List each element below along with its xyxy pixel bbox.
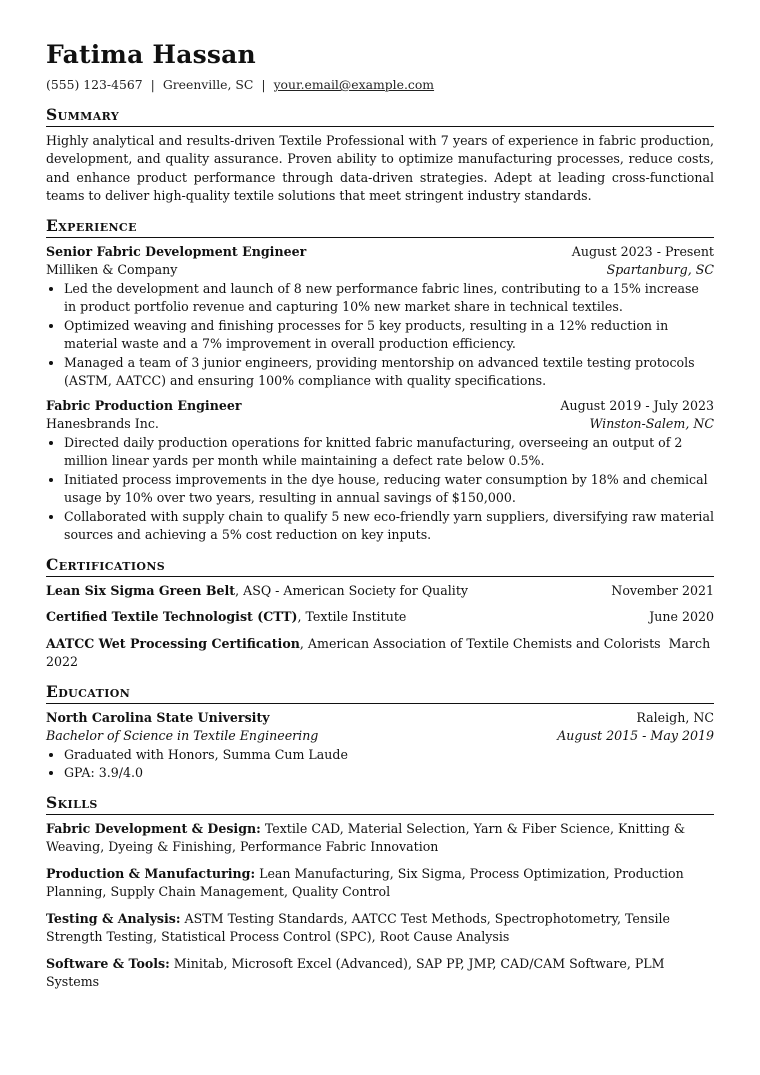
job-location: Winston-Salem, NC <box>589 416 714 431</box>
skill-group <box>46 955 714 992</box>
school-location: Raleigh, NC <box>636 709 714 725</box>
skill-label: Production & Manufacturing: <box>46 865 256 881</box>
degree: Bachelor of Science in Textile Engineering <box>46 728 319 743</box>
certification-entry <box>46 608 714 627</box>
bullet-item: • Led the development and launch of 8 new performance fabric lines, contributing to a 15% increase in product portfolio revenue and capturing 10% new market share in technical textiles. <box>64 280 714 317</box>
cert-date: November 2021 <box>611 582 714 598</box>
skill-values: Textile CAD, Material Selection, Yarn & Fiber Science, Knitting & Weaving, Dyeing & Finishing, Performance Fabric Innovation <box>46 820 686 854</box>
cert-name: Lean Six Sigma Green Belt <box>46 582 236 598</box>
job-entry <box>46 243 714 391</box>
cert-date: March 2022 <box>46 635 711 669</box>
section-title-summary: Summary <box>46 105 714 127</box>
job-bullets <box>46 280 714 391</box>
summary-text: Highly analytical and results-driven Textile Professional with 7 years of experience in fabric production, development, and quality assurance. Proven ability to optimize manufacturing processes, reduce costs, and enhance product performance through data-driven strategies. Adept at leading cross-functional teams to deliver high-quality textile solutions that meet stringent industry standards. <box>46 132 714 203</box>
education-section <box>46 682 714 783</box>
certifications-section <box>46 555 714 672</box>
skill-label: Testing & Analysis: <box>46 910 181 926</box>
cert-date: June 2020 <box>649 609 714 624</box>
job-bullets <box>46 434 714 545</box>
cert-issuer: , American Association of Textile Chemists and Colorists <box>299 635 661 651</box>
section-title-skills: Skills <box>46 793 714 815</box>
job-dates: August 2019 - July 2023 <box>560 397 714 413</box>
email-link[interactable]: your.email@example.com <box>273 77 435 92</box>
certification-entry <box>46 582 714 601</box>
experience-section <box>46 216 714 545</box>
job-title: Senior Fabric Development Engineer <box>46 243 307 259</box>
company-name: Milliken & Company <box>46 262 178 277</box>
skill-group <box>46 910 714 947</box>
skill-group <box>46 865 714 902</box>
separator: | <box>261 77 266 92</box>
skill-group <box>46 820 714 857</box>
bullet-item: • Initiated process improvements in the dye house, reducing water consumption by 18% and chemical usage by 10% over two years, resulting in annual savings of $150,000. <box>64 471 714 508</box>
skill-values: Minitab, Microsoft Excel (Advanced), SAP PP, JMP, CAD/CAM Software, PLM Systems <box>46 955 665 989</box>
skill-values: ASTM Testing Standards, AATCC Test Methods, Spectrophotometry, Tensile Strength Testing, Statistical Process Control (SPC), Root Cause Analysis <box>46 910 670 944</box>
location: Greenville, SC <box>162 77 254 92</box>
job-dates: August 2023 - Present <box>571 243 714 259</box>
bullet-item: • Managed a team of 3 junior engineers, providing mentorship on advanced textile testing protocols (ASTM, AATCC) and ensuring 100% compliance with quality specifications. <box>64 354 714 391</box>
cert-issuer: , ASQ - American Society for Quality <box>235 582 469 598</box>
company-name: Hanesbrands Inc. <box>46 416 159 431</box>
job-entry <box>46 397 714 545</box>
skill-label: Software & Tools: <box>46 955 170 971</box>
bullet-item: • GPA: 3.9/4.0 <box>64 764 714 783</box>
section-title-education: Education <box>46 682 714 704</box>
education-dates: August 2015 - May 2019 <box>557 728 714 743</box>
skills-section <box>46 793 714 992</box>
job-title: Fabric Production Engineer <box>46 397 242 413</box>
bullet-item: • Optimized weaving and finishing processes for 5 key products, resulting in a 12% reduction in material waste and a 7% improvement in overall production efficiency. <box>64 317 714 354</box>
bullet-item: • Graduated with Honors, Summa Cum Laude <box>64 746 714 765</box>
cert-name: Certified Textile Technologist (CTT) <box>46 609 298 624</box>
certification-entry <box>46 635 714 672</box>
education-bullets <box>46 746 714 783</box>
bullet-item: • Directed daily production operations for knitted fabric manufacturing, overseeing an output of 2 million linear yards per month while maintaining a defect rate below 0.5%. <box>64 434 714 471</box>
job-location: Spartanburg, SC <box>606 262 714 277</box>
contact-line <box>46 76 714 95</box>
skill-values: Lean Manufacturing, Six Sigma, Process Optimization, Production Planning, Supply Chain Management, Quality Control <box>46 865 684 899</box>
section-title-experience: Experience <box>46 216 714 238</box>
school-name: North Carolina State University <box>46 709 270 725</box>
bullet-item: • Collaborated with supply chain to qualify 5 new eco-friendly yarn suppliers, diversifying raw material sources and achieving a 5% cost reduction on key inputs. <box>64 508 714 545</box>
skill-label: Fabric Development & Design: <box>46 820 261 836</box>
candidate-name: Fatima Hassan <box>46 40 256 69</box>
separator: | <box>150 77 155 92</box>
summary-section <box>46 105 714 206</box>
cert-name: AATCC Wet Processing Certification <box>46 635 300 651</box>
cert-issuer: , Textile Institute <box>297 609 407 624</box>
phone: (555) 123-4567 <box>46 77 143 92</box>
section-title-certifications: Certifications <box>46 555 714 577</box>
